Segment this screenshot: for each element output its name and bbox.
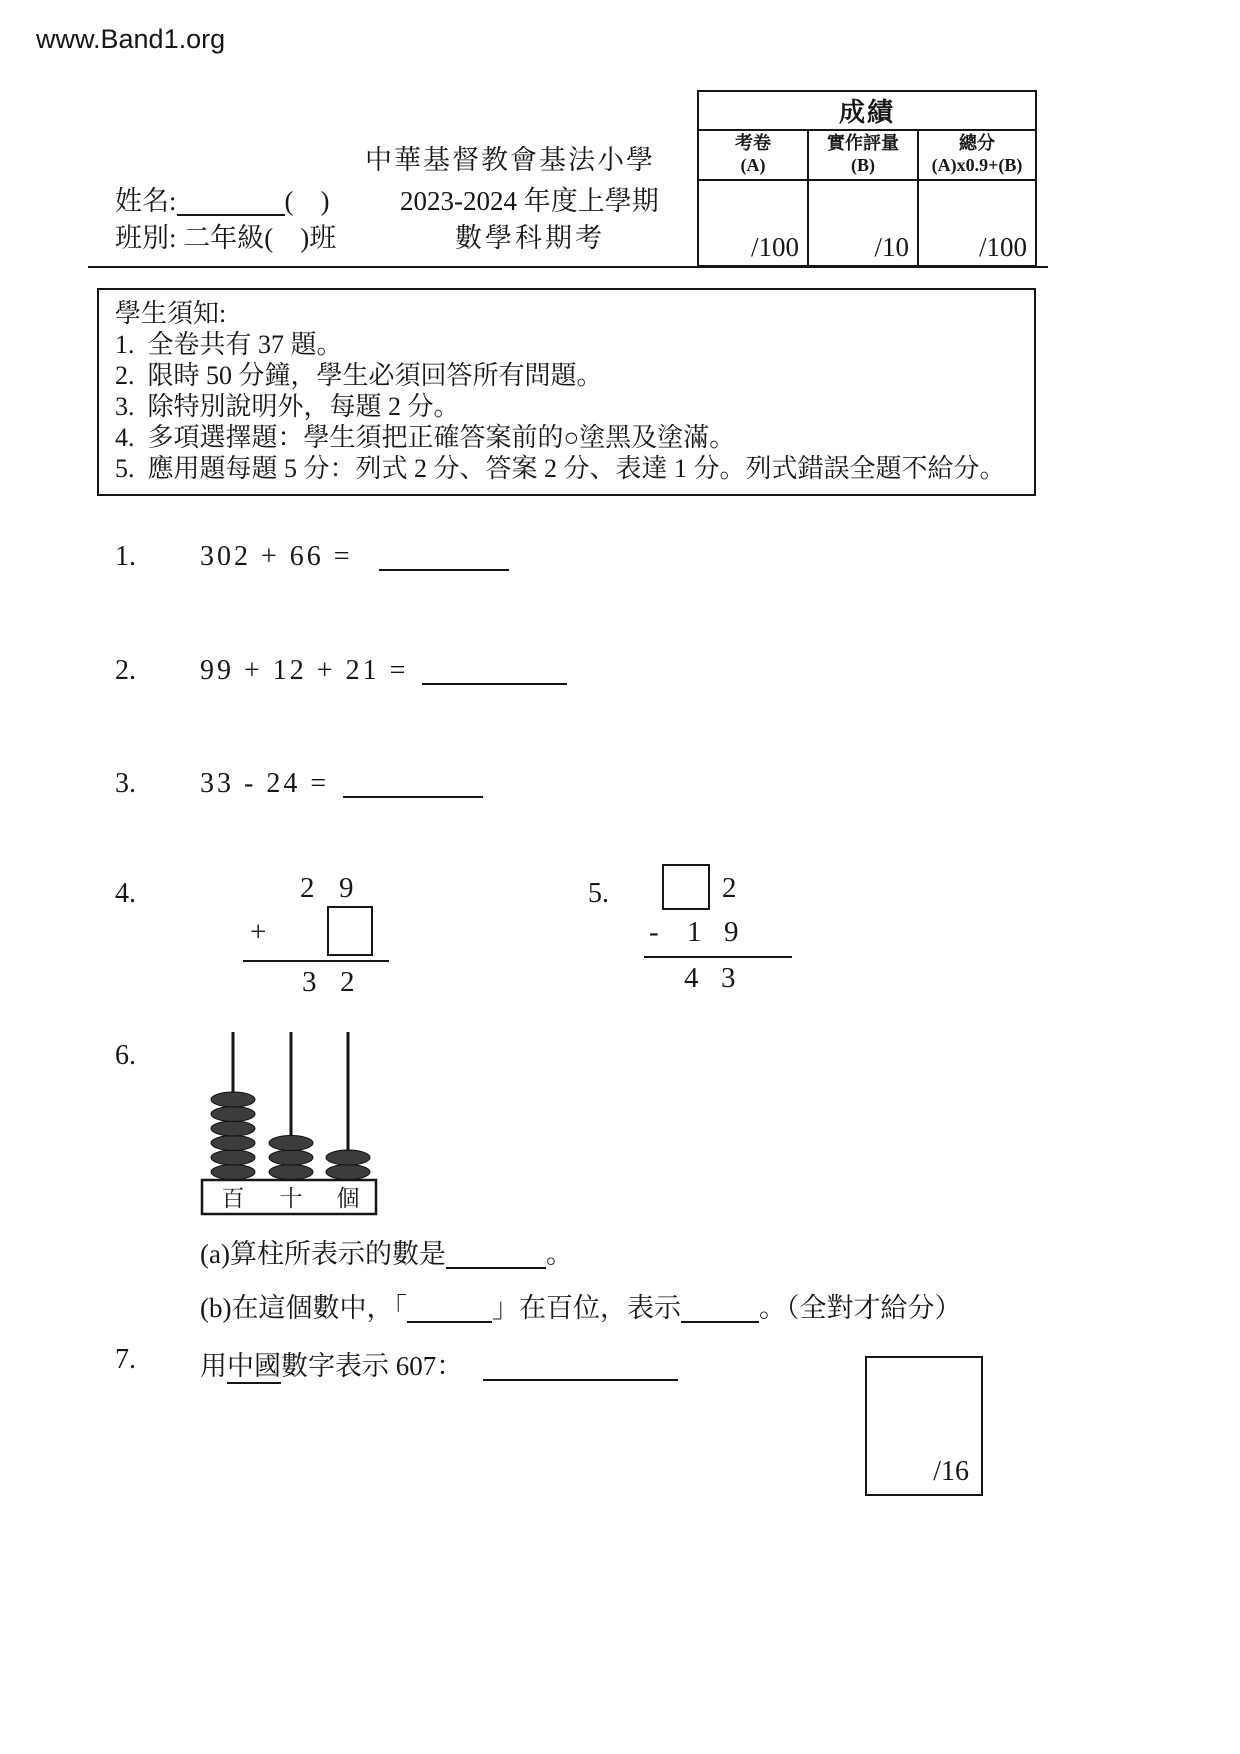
q6-part-a-blank bbox=[446, 1242, 546, 1269]
q5-subtrahend-ones-digit: 9 bbox=[724, 916, 739, 948]
abacus-bead bbox=[211, 1092, 255, 1107]
q6-part-a-text: (a)算柱所表示的數是 bbox=[200, 1239, 446, 1269]
name-paren: ( ) bbox=[284, 186, 330, 216]
score-practical-value: /10 bbox=[808, 180, 918, 266]
term-line: 2023-2024 年度上學期 bbox=[400, 186, 659, 216]
q2-number: 2. bbox=[115, 655, 136, 686]
q6-part-a bbox=[200, 1232, 573, 1271]
instruction-item: 1. 全卷共有 37 題。 bbox=[115, 330, 343, 359]
abacus-bead bbox=[211, 1165, 255, 1180]
score-total-value: /100 bbox=[918, 180, 1036, 266]
score-col-practical-header bbox=[808, 130, 918, 180]
q7-text-suffix: 數字表示 607： bbox=[281, 1351, 464, 1381]
q7-underlined-word: 中國 bbox=[227, 1351, 281, 1384]
q5-missing-digit-box bbox=[662, 864, 710, 910]
q3-equation bbox=[200, 768, 483, 800]
instruction-item: 2. 限時 50 分鐘，學生必須回答所有問題。 bbox=[115, 361, 603, 390]
name-line bbox=[115, 179, 330, 218]
score-table-title: 成績 bbox=[698, 91, 1036, 130]
watermark-url: www.Band1.org bbox=[36, 24, 226, 54]
q1-number: 1. bbox=[115, 541, 136, 572]
score-col-practical-sub: (B) bbox=[851, 155, 875, 175]
score-col-exam-label: 考卷 bbox=[735, 133, 771, 154]
score-col-exam-sub: (A) bbox=[740, 155, 766, 175]
abacus-bead bbox=[269, 1136, 313, 1151]
abacus-bead bbox=[326, 1165, 370, 1180]
q5-result-tens-digit: 4 bbox=[684, 962, 699, 994]
q2-equation bbox=[200, 655, 567, 687]
instructions-box bbox=[97, 288, 1036, 496]
q6-part-b-text-1: (b)在這個數中，「 bbox=[200, 1293, 407, 1323]
q7-answer-blank bbox=[483, 1354, 678, 1381]
score-exam-value: /100 bbox=[698, 180, 808, 266]
instruction-item: 5. 應用題每題 5 分：列式 2 分、答案 2 分、表達 1 分。列式錯誤全題不給分。 bbox=[115, 454, 1006, 483]
q2-answer-blank bbox=[422, 669, 567, 685]
q5-subtrahend-tens-digit: 1 bbox=[687, 916, 702, 948]
q3-number: 3. bbox=[115, 768, 136, 799]
q4-top-tens-digit: 2 bbox=[300, 872, 315, 904]
q6-part-b bbox=[200, 1286, 961, 1325]
q5-result-ones-digit: 3 bbox=[721, 962, 736, 994]
q3-expression: 33 - 24 = bbox=[200, 768, 330, 799]
instruction-item: 4. 多項選擇題：學生須把正確答案前的○塗黑及塗滿。 bbox=[115, 423, 736, 452]
q5-equals-line bbox=[644, 956, 792, 958]
score-col-total-sub: (A)x0.9+(B) bbox=[931, 155, 1023, 175]
abacus-bead bbox=[211, 1107, 255, 1122]
school-name: 中華基督教會基法小學 bbox=[365, 145, 655, 175]
name-label: 姓名: bbox=[115, 186, 177, 216]
q3-answer-blank bbox=[343, 782, 483, 798]
q6-part-b-text-2: 」在百位，表示 bbox=[491, 1293, 681, 1323]
q5-minus-operator: - bbox=[649, 916, 659, 948]
score-col-total-label: 總分 bbox=[959, 133, 995, 154]
q1-equation bbox=[200, 541, 509, 573]
abacus-label-hundreds: 百 bbox=[221, 1186, 245, 1211]
score-table bbox=[697, 90, 1037, 267]
q6-part-b-blank-2 bbox=[681, 1296, 759, 1323]
q7-number: 7. bbox=[115, 1344, 136, 1375]
class-line: 班別: 二年級( )班 bbox=[115, 223, 337, 253]
q6-part-b-blank-1 bbox=[407, 1296, 492, 1323]
abacus-label-ones: 個 bbox=[336, 1186, 360, 1211]
q7-text-prefix: 用 bbox=[200, 1351, 227, 1381]
q4-number: 4. bbox=[115, 878, 136, 909]
q6-part-b-text-3: 。（全對才給分） bbox=[758, 1293, 962, 1323]
q4-missing-addend-box bbox=[327, 906, 373, 956]
abacus-bead bbox=[269, 1165, 313, 1180]
abacus-bead bbox=[211, 1150, 255, 1165]
score-col-practical-label: 實作評量 bbox=[827, 133, 899, 154]
abacus-bead bbox=[269, 1150, 313, 1165]
abacus-bead bbox=[211, 1136, 255, 1151]
score-col-exam-header bbox=[698, 130, 808, 180]
subject-line: 數學科期考 bbox=[455, 223, 605, 253]
abacus-bead bbox=[326, 1150, 370, 1165]
header-divider bbox=[88, 266, 1048, 268]
q6-part-a-period: 。 bbox=[545, 1239, 573, 1269]
instruction-item: 3. 除特別說明外，每題 2 分。 bbox=[115, 392, 460, 421]
abacus-figure bbox=[198, 1028, 380, 1218]
q4-top-ones-digit: 9 bbox=[339, 872, 354, 904]
abacus-bead bbox=[211, 1121, 255, 1136]
score-col-total-header bbox=[918, 130, 1036, 180]
q4-result-ones-digit: 2 bbox=[340, 966, 355, 998]
name-blank bbox=[177, 189, 285, 216]
abacus-label-tens: 十 bbox=[279, 1186, 303, 1211]
q5-minuend-ones-digit: 2 bbox=[722, 872, 737, 904]
q1-answer-blank bbox=[379, 555, 509, 571]
q4-equals-line bbox=[243, 960, 389, 962]
q4-plus-operator: + bbox=[250, 916, 267, 948]
q2-expression: 99 + 12 + 21 = bbox=[200, 655, 409, 686]
q5-number: 5. bbox=[588, 878, 609, 909]
q1-expression: 302 + 66 = bbox=[200, 541, 353, 572]
q6-number: 6. bbox=[115, 1040, 136, 1071]
page-score-box bbox=[865, 1356, 983, 1496]
q7-text bbox=[200, 1344, 678, 1383]
page-score-value: /16 bbox=[933, 1456, 969, 1487]
instructions-title: 學生須知: bbox=[115, 299, 227, 328]
q4-result-tens-digit: 3 bbox=[302, 966, 317, 998]
